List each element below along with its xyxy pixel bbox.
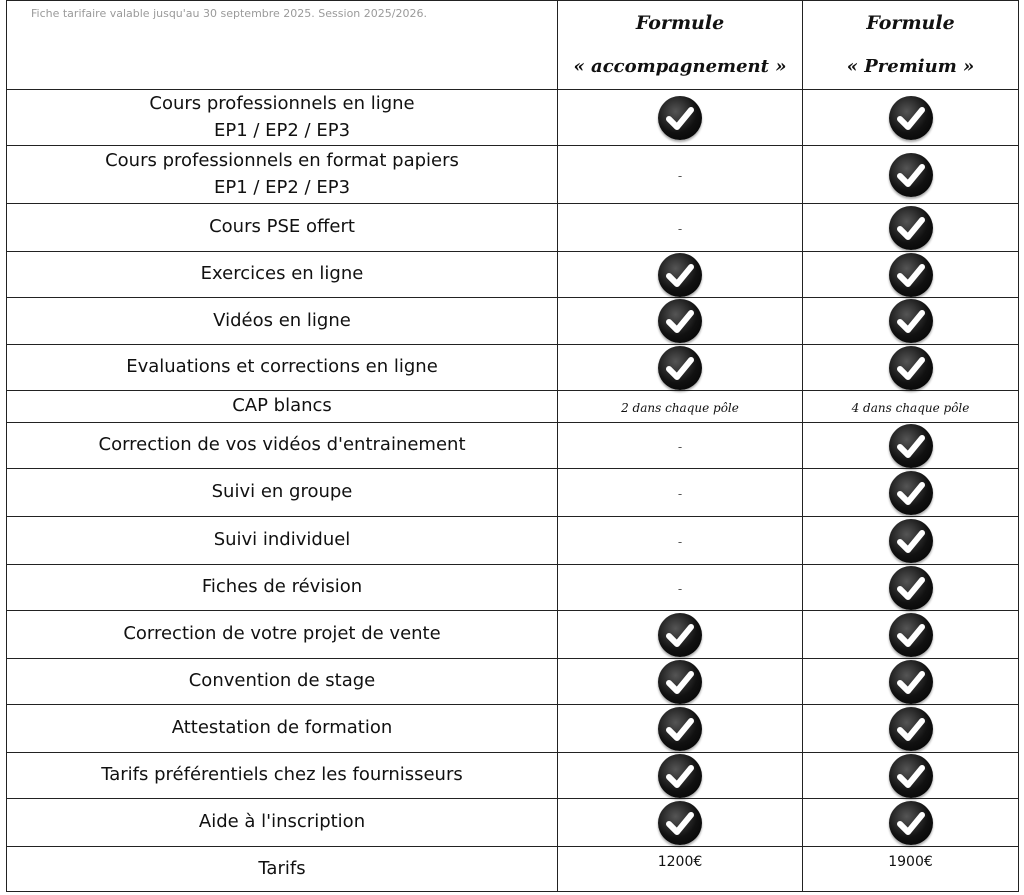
feature-label: Cours professionnels en format papiers [105, 150, 459, 172]
feature-label-cell [7, 753, 558, 799]
feature-included-cell [803, 705, 1019, 753]
pricing-table [6, 0, 1019, 892]
feature-included-cell [558, 252, 803, 298]
table-row [7, 298, 1019, 345]
check-icon [658, 707, 702, 751]
feature-included-cell [803, 469, 1019, 517]
feature-included-cell [803, 298, 1019, 345]
column-header-accompagnement [558, 1, 803, 90]
check-icon [889, 206, 933, 250]
feature-label: Convention de stage [188, 670, 376, 692]
feature-label-cell [7, 204, 558, 252]
table-row [7, 517, 1019, 565]
check-icon [658, 613, 702, 657]
dash-mark: - [677, 222, 683, 236]
feature-included-cell [803, 345, 1019, 391]
table-row [7, 146, 1019, 204]
feature-label-cell [7, 705, 558, 753]
feature-label: Correction de vos vidéos d'entrainement [98, 434, 466, 456]
feature-label: Tarifs [258, 857, 306, 879]
feature-value-cell [803, 391, 1019, 423]
feature-label-cell [7, 517, 558, 565]
feature-label: Cours PSE offert [209, 216, 355, 238]
check-icon [889, 566, 933, 610]
feature-label: Aide à l'inscription [198, 811, 366, 833]
column-header-premium [803, 1, 1019, 90]
feature-label-cell [7, 252, 558, 298]
table-row [7, 204, 1019, 252]
feature-included-cell [803, 204, 1019, 252]
feature-included-cell [558, 753, 803, 799]
column-title: Formule [635, 11, 725, 34]
table-row [7, 252, 1019, 298]
dash-mark: - [677, 487, 683, 501]
feature-label-cell [7, 659, 558, 705]
check-icon [658, 754, 702, 798]
table-row [7, 345, 1019, 391]
feature-included-cell [803, 252, 1019, 298]
check-icon [889, 519, 933, 563]
feature-label-cell [7, 146, 558, 204]
feature-label-cell [7, 298, 558, 345]
check-icon [889, 801, 933, 845]
check-icon [658, 660, 702, 704]
table-row [7, 423, 1019, 469]
feature-excluded-cell [558, 565, 803, 611]
check-icon [889, 96, 933, 140]
feature-label: Suivi individuel [213, 529, 351, 551]
feature-included-cell [803, 611, 1019, 659]
feature-value: 4 dans chaque pôle [851, 401, 970, 415]
check-icon [658, 801, 702, 845]
feature-included-cell [803, 517, 1019, 565]
table-row [7, 659, 1019, 705]
feature-included-cell [803, 799, 1019, 847]
feature-excluded-cell [558, 146, 803, 204]
price-value: 1200€ [657, 854, 703, 870]
feature-excluded-cell [558, 423, 803, 469]
feature-value: 2 dans chaque pôle [621, 401, 739, 415]
dash-mark: - [677, 535, 683, 549]
table-row [7, 565, 1019, 611]
price-cell [558, 847, 803, 892]
feature-excluded-cell [558, 517, 803, 565]
feature-included-cell [803, 423, 1019, 469]
check-icon [889, 707, 933, 751]
feature-included-cell [558, 90, 803, 146]
feature-included-cell [803, 565, 1019, 611]
table-row [7, 847, 1019, 892]
table-body [7, 90, 1019, 892]
table-row [7, 90, 1019, 146]
feature-value-cell [558, 391, 803, 423]
feature-included-cell [803, 146, 1019, 204]
check-icon [889, 754, 933, 798]
header-row [7, 1, 1019, 90]
feature-included-cell [803, 753, 1019, 799]
feature-label-cell [7, 423, 558, 469]
check-icon [658, 96, 702, 140]
feature-label-cell [7, 90, 558, 146]
feature-label-detail: EP1 / EP2 / EP3 [213, 176, 351, 198]
feature-label: Tarifs préférentiels chez les fournisseurs [101, 764, 463, 786]
check-icon [889, 299, 933, 343]
feature-included-cell [558, 659, 803, 705]
feature-included-cell [558, 298, 803, 345]
column-title: Formule [866, 11, 955, 34]
feature-included-cell [803, 659, 1019, 705]
check-icon [889, 153, 933, 197]
feature-label: Exercices en ligne [200, 263, 364, 285]
feature-label: Correction de votre projet de vente [123, 623, 441, 645]
dash-mark: - [677, 582, 683, 596]
feature-label-detail: EP1 / EP2 / EP3 [213, 119, 351, 141]
feature-label: Vidéos en ligne [213, 309, 351, 331]
check-icon [658, 346, 702, 390]
validity-note: Fiche tarifaire valable jusqu'au 30 septembre 2025. Session 2025/2026. [7, 1, 558, 90]
feature-label-cell [7, 847, 558, 892]
check-icon [658, 253, 702, 297]
feature-excluded-cell [558, 469, 803, 517]
feature-label-cell [7, 391, 558, 423]
feature-included-cell [558, 799, 803, 847]
feature-included-cell [803, 90, 1019, 146]
check-icon [889, 253, 933, 297]
dash-mark: - [677, 440, 683, 454]
feature-label: Cours professionnels en ligne [149, 93, 415, 115]
table-row [7, 469, 1019, 517]
feature-excluded-cell [558, 204, 803, 252]
column-subtitle: « accompagnement » [573, 55, 787, 77]
check-icon [889, 471, 933, 515]
check-icon [889, 346, 933, 390]
check-icon [658, 299, 702, 343]
feature-label: Evaluations et corrections en ligne [126, 356, 438, 378]
feature-label-cell [7, 611, 558, 659]
price-value: 1900€ [888, 854, 933, 870]
feature-label: Fiches de révision [201, 576, 363, 598]
table-row [7, 799, 1019, 847]
feature-label: Suivi en groupe [211, 481, 353, 503]
table-row [7, 611, 1019, 659]
check-icon [889, 660, 933, 704]
feature-included-cell [558, 611, 803, 659]
feature-label: Attestation de formation [171, 717, 393, 739]
feature-label: CAP blancs [232, 395, 332, 417]
feature-label-cell [7, 565, 558, 611]
feature-label-cell [7, 345, 558, 391]
table-row [7, 705, 1019, 753]
table-row [7, 391, 1019, 423]
check-icon [889, 613, 933, 657]
dash-mark: - [677, 169, 683, 183]
feature-label-cell [7, 799, 558, 847]
feature-label-cell [7, 469, 558, 517]
check-icon [889, 424, 933, 468]
price-cell [803, 847, 1019, 892]
column-subtitle: « Premium » [846, 55, 975, 77]
feature-included-cell [558, 345, 803, 391]
feature-included-cell [558, 705, 803, 753]
table-row [7, 753, 1019, 799]
